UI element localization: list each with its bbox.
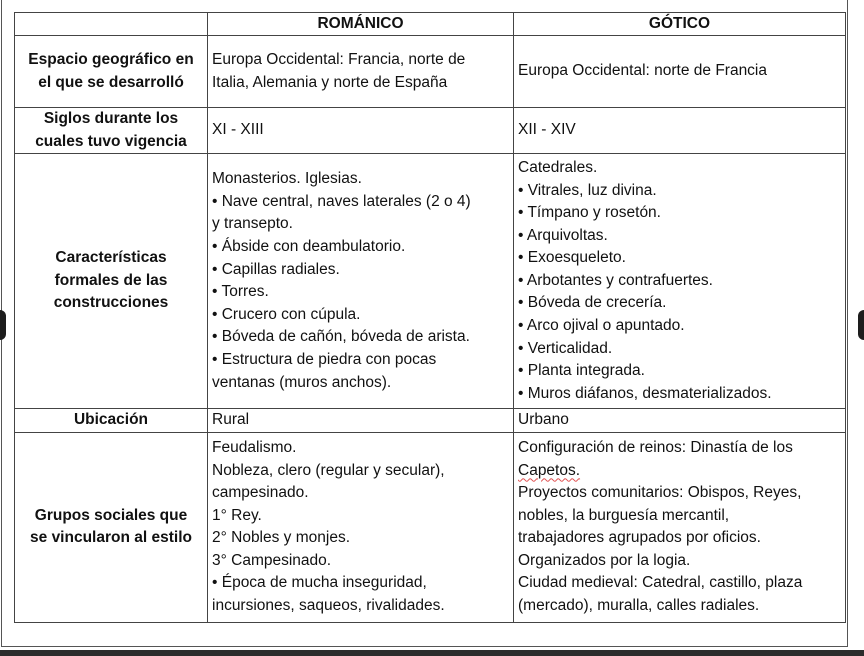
cell-gotico-caracteristicas [514,154,846,409]
cell-line: Nobleza, clero (regular y secular), [212,461,445,479]
cell-line: • Verticalidad. [518,339,613,357]
label-line: formales de las [54,271,168,289]
cell-line: Rural [212,411,250,429]
row-label-caracteristicas [15,154,208,409]
right-edge-handle [858,310,864,340]
cell-line: Configuración de reinos: Dinastía de los [518,438,793,456]
label-line: cuales tuvo vigencia [35,132,187,150]
label-line: Espacio geográfico en [28,50,194,68]
cell-line: XII - XIV [518,121,576,139]
cell-line: (mercado), muralla, calles radiales. [518,597,760,615]
row-label-espacio [15,36,208,108]
cell-gotico-grupos [514,432,846,622]
cell-line: • Época de mucha inseguridad, [212,574,427,592]
cell-line: • Tímpano y rosetón. [518,204,661,222]
row-label-grupos [15,432,208,622]
cell-line: Proyectos comunitarios: Obispos, Reyes, [518,484,802,502]
cell-line: • Crucero con cúpula. [212,305,361,323]
cell-line: XI - XIII [212,121,264,139]
cell-line: • Ábside con deambulatorio. [212,238,406,255]
cell-line: 1° Rey. [212,506,262,524]
header-empty-cell [15,13,208,36]
cell-line: • Capillas radiales. [212,260,340,278]
cell-line: • Torres. [212,283,269,301]
label-line: construcciones [53,294,169,312]
label-line: el que se desarrolló [38,73,184,91]
cell-line: Italia, Alemania y norte de España [212,73,448,91]
row-siglos [15,108,846,154]
header-romanico: ROMÁNICO [208,13,514,36]
header-gotico: GÓTICO [514,13,846,36]
cell-line: • Arco ojival o apuntado. [518,317,685,335]
cell-line: 2° Nobles y monjes. [212,529,351,547]
label-line: Ubicación [73,411,149,429]
header-row [15,13,846,36]
cell-line: campesinado. [212,484,309,502]
label-line: se vincularon al estilo [30,529,192,547]
cell-line: trabajadores agrupados por oficios. [518,529,761,547]
cell-line: • Estructura de piedra con pocas [212,350,437,368]
cell-line: 3° Campesinado. [212,551,332,569]
cell-line: • Muros diáfanos, desmaterializados. [518,384,772,402]
row-espacio-geografico [15,36,846,108]
cell-romanico-espacio [208,36,514,108]
cell-romanico-caracteristicas [208,154,514,409]
cell-line: • Vitrales, luz divina. [518,181,657,199]
label-line: Siglos durante los [43,110,179,127]
cell-line: Catedrales. [518,158,598,176]
cell-line: • Bóveda de crecería. [518,294,667,312]
cell-gotico-espacio [514,36,846,108]
label-line: Grupos sociales que [34,506,188,524]
cell-line: Feudalismo. [212,438,297,456]
cell-line-misspelled: Capetos. [518,461,581,479]
cell-line: Urbano [518,411,569,429]
left-edge-handle [0,310,6,340]
cell-line: Organizados por la logia. [518,551,691,569]
row-caracteristicas [15,154,846,409]
row-ubicacion [15,409,846,433]
cell-line: • Bóveda de cañón, bóveda de arista. [212,328,470,346]
cell-gotico-siglos [514,108,846,154]
cell-line: • Planta integrada. [518,362,645,380]
cell-romanico-siglos [208,108,514,154]
cell-line: Europa Occidental: Francia, norte de [212,50,466,68]
cell-line: y transepto. [212,215,293,233]
bottom-bar [0,650,864,656]
cell-romanico-grupos [208,432,514,622]
cell-line: Europa Occidental: norte de Francia [518,62,767,80]
row-label-ubicacion [15,409,208,433]
cell-line: • Arbotantes y contrafuertes. [518,271,713,289]
cell-line: incursiones, saqueos, rivalidades. [212,597,445,615]
cell-line: • Nave central, naves laterales (2 o 4) [212,192,471,210]
cell-line: Monasterios. Iglesias. [212,170,362,188]
label-line: Características [55,249,167,267]
cell-gotico-ubicacion [514,409,846,433]
cell-line: • Arquivoltas. [518,226,608,244]
row-label-siglos [15,108,208,154]
cell-line: Ciudad medieval: Catedral, castillo, plaza [518,574,803,592]
comparison-table [14,12,846,623]
row-grupos-sociales [15,432,846,622]
cell-line: • Exoesqueleto. [518,249,626,267]
cell-romanico-ubicacion [208,409,514,433]
cell-line: nobles, la burguesía mercantil, [518,506,730,524]
cell-line: ventanas (muros anchos). [212,373,392,391]
